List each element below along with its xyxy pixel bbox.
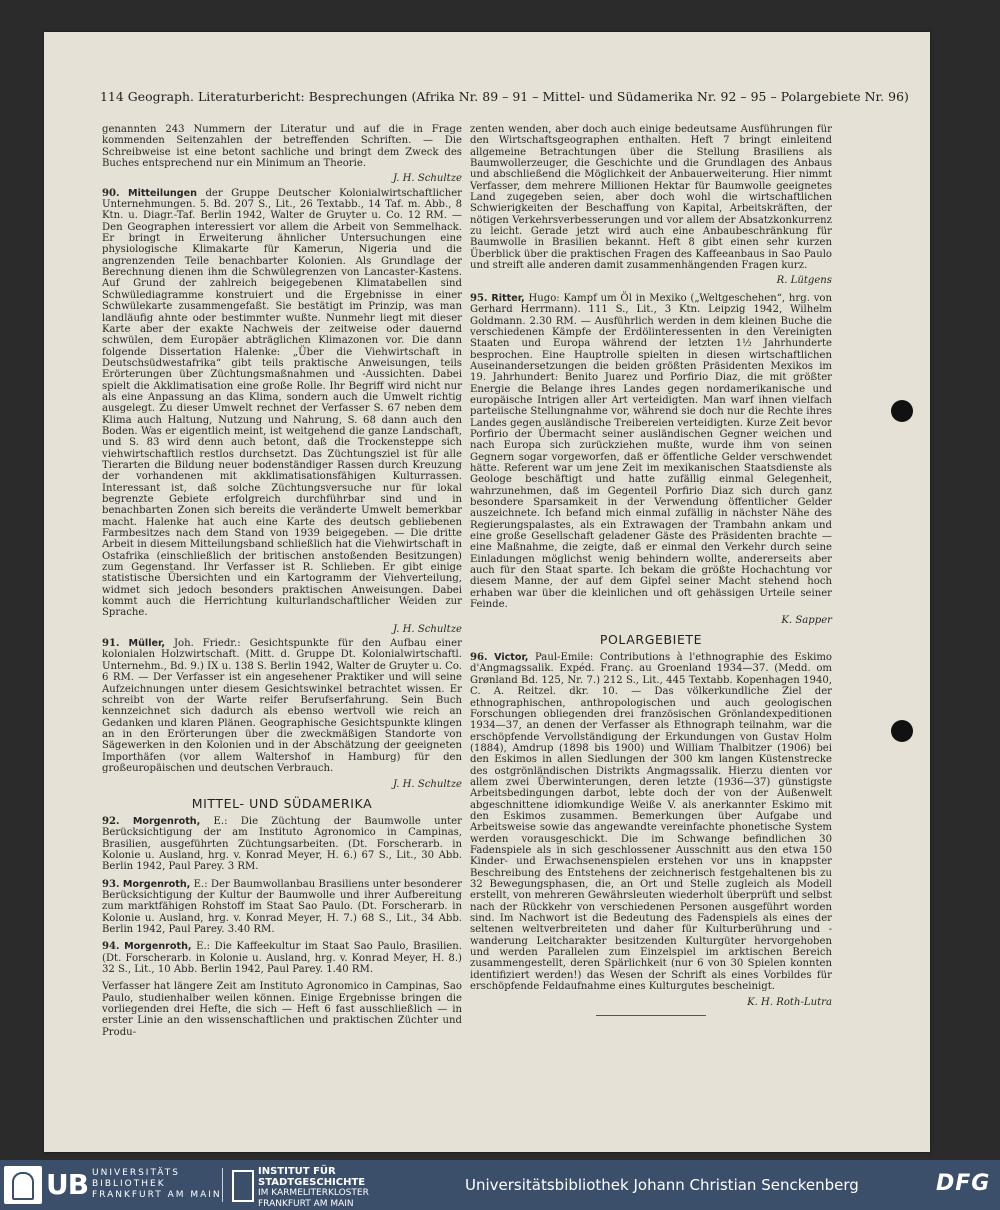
entry-text: E.: Der Baumwollanbau Brasiliens unter besonderer Berücksichtigung der Kultur der Baumwolle und ihrer Aufbereitung zum marktfähigen Rohstoff im Staat Sao Paulo. (Dt. Forscherarb. in Kolonie u. Ausland, hrg. v. Konrad Meyer, H. 7.) 68 S., Lit., 34 Abb. Berlin 1942, Paul Parey. 3.40 RM.	[102, 878, 462, 936]
entry-number: 94.	[102, 941, 120, 953]
punch-hole	[891, 400, 913, 422]
continuation-paragraph: zenten wenden, aber doch auch einige bedeutsame Ausführungen für den Wirtschaftsgeographen enthalten. Heft 7 bringt einleitend allgemeine Betrachtungen über die Stellung Brasiliens als Baumwollerzeuger, die Geschichte und die Grundlagen des Anbaus und abschließend die Möglichkeit der Anbauerweiterung. Hier nimmt Verfasser, dem mehrere Millionen Hektar für Baumwolle geeignetes Land zugegeben seien, aber doch wohl die wirtschaftlichen Schwierigkeiten der Beschaffung von Kapital, Arbeitskräften, der nötigen Verkehrsverbesserungen und vor allem der Absatzkonkurrenz zu leicht. Gerade jetzt wird auch eine Anbaubeschränkung für Baumwolle in Brasilien bekannt. Heft 8 gibt einen sehr kurzen Überblick über die praktischen Fragen des Kaffeeanbaus in Sao Paulo und streift alle anderen damit zusammenhängenden Fragen kurz.	[470, 124, 832, 272]
entry-number: 90.	[102, 187, 120, 199]
entry-text: der Gruppe Deutscher Kolonialwirtschaftlicher Unternehmungen. 5. Bd. 207 S., Lit., 26 Textabb., 14 Taf. m. Abb., 8 Ktn. u. Diagr.-Taf. Berlin 1942, Walter de Gruyter u. Co. 12 RM. — Den Geographen interessiert vor allem die Arbeit von Semmelhack. Er bringt in Erweiterung ähnlicher Untersuchungen eine physiologische Klimakarte für Kamerun, Nigeria und die angrenzenden Teile benachbarter Kolonien. Als Grundlage der Berechnung dienen ihm die Schwülegrenzen von Lancaster-Kastens. Auf Grund der zahlreich beigegebenen Klimatabellen sind Schwülediagramme konstruiert und die Ergebnisse in einer Schwülekarte zusammengefaßt. Sie bestätigt im Prinzip, was man landläufig ahnte oder bestimmter wußte. Nunmehr liegt mit dieser Karte aber der exakte Nachweis der zeitweise oder dauernd schwülen, dem Europäer abträglichen Klimazonen vor. Die dann folgende Dissertation Halenke: „Über die Viehwirtschaft in Deutschsüdwestafrika“ gibt teils praktische Anweisungen, teils Erörterungen über Züchtungsmaßnahmen und -Aussichten. Dabei spielt die Akklimatisation eine große Rolle. Ihr Begriff wird nicht nur als eine Anpassung an das Klima, sondern auch die Umwelt richtig ausgelegt. Zu dieser Umwelt rechnet der Verfasser S. 67 neben dem Klima auch Haltung, Nutzung und Nahrung, S. 68 dann auch den Boden. Was er eigentlich meint, ist weitgehend die ganze Landschaft, und S. 83 wird denn auch betont, daß die Trockensteppe sich viehwirtschaftlich restlos durchsetzt. Das Züchtungsziel ist für alle Tierarten die Bildung neuer bodenständiger Rassen durch Kreuzung der vorhandenen mit akklimatisationsfähigen Kulturrassen. Interessant ist, daß solche Züchtungsversuche nur für lokal begrenzte Gebiete erfolgreich durchführbar sind und in benachbarten Zonen sich bereits die veränderte Umwelt bemerkbar macht. Halenke hat auch eine Karte des deutsch gebliebenen Farmbesitzes nach dem Stand von 1939 beigegeben. — Die dritte Arbeit in diesem Mitteilungsband schließlich hat die Viehwirtschaft in Ostafrika (einschließlich der britischen anstoßenden Besitzungen) zum Gegenstand. Ihr Verfasser ist R. Schlieben. Er gibt einige statistische Übersichten und ein Kartogramm der Viehverteilung, widmet sich jedoch besonders praktischen Anweisungen. Dabei kommt auch die Herrichtung kulturlandschaftlicher Weiden zur Sprache.	[102, 187, 462, 619]
ub-logo-lines: UNIVERSITÄTS BIBLIOTHEK FRANKFURT AM MAIN	[92, 1168, 222, 1200]
punch-hole	[891, 720, 913, 742]
page-header: 114 Geograph. Literaturbericht: Besprechungen (Afrika Nr. 89 – 91 – Mittel- und Südamerika Nr. 92 – 95 – Polargebiete Nr. 96)	[100, 89, 909, 104]
entry-author: Mitteilungen	[128, 187, 197, 199]
entry-91	[102, 638, 462, 774]
university-seal-icon	[4, 1166, 42, 1204]
entry-90	[102, 188, 462, 619]
entry-text: E.: Die Kaffeekultur im Staat Sao Paulo, Brasilien. (Dt. Forscherarb. in Kolonie u. Ausland, hrg. v. Konrad Meyer, H. 8.) 32 S., Lit., 10 Abb. Berlin 1942, Paul Parey. 1.40 RM.	[102, 941, 462, 976]
end-rule	[596, 1015, 706, 1016]
entry-author: Morgenroth,	[124, 941, 192, 953]
entry-96	[470, 652, 832, 992]
entry-number: 95.	[470, 292, 488, 304]
entry-92	[102, 816, 462, 873]
entry-author: Ritter,	[491, 292, 525, 304]
entry-number: 96.	[470, 652, 488, 664]
signature: J. H. Schultze	[392, 623, 462, 635]
entry-author: Müller,	[128, 638, 165, 650]
entry-number: 91.	[102, 638, 120, 650]
entry-number: 92.	[102, 815, 120, 827]
institute-logo-text: INSTITUT FÜR STADTGESCHICHTE IM KARMELITERKLOSTER FRANKFURT AM MAIN	[258, 1166, 369, 1209]
ub-logo-text: UB	[46, 1168, 89, 1201]
entry-number: 93.	[102, 878, 120, 890]
dfg-logo: DFG	[936, 1171, 991, 1196]
signature: J. H. Schultze	[392, 779, 462, 791]
library-title: Universitätsbibliothek Johann Christian Senckenberg	[465, 1176, 859, 1194]
entry-93	[102, 879, 462, 936]
entry-94	[102, 941, 462, 975]
entry-author: Victor,	[494, 652, 529, 664]
entry-author: Morgenroth,	[122, 878, 191, 890]
intro-paragraph: genannten 243 Nummern der Literatur und auf die in Frage kommenden Seitenzahlen der betreffenden Schriften. — Die Schreibweise ist eine betont sachliche und bringt dem Zweck des Buches entsprechend nur ein Minimum an Theorie.	[102, 124, 462, 170]
section-heading: POLARGEBIETE	[599, 631, 703, 647]
footer-bar	[0, 1160, 1000, 1210]
entry-text: Joh. Friedr.: Gesichtspunkte für den Aufbau einer kolonialen Holzwirtschaft. (Mitt. d. Gruppe Dt. Kolonialwirtschaftl. Unternehm., Bd. 9.) IX u. 138 S. Berlin 1942, Walter de Gruyter u. Co. 6 RM. — Der Verfasser ist ein angesehener Praktiker und will seine Aufzeichnungen unter diesem Gesichtswinkel betrachtet wissen. Er schreibt von der Warte reifer Berufserfahrung. Sein Buch kennzeichnet sich dadurch als ebenso wertvoll wie reich an Gedanken und klaren Plänen. Geographische Gesichtspunkte klingen an in den Erörterungen über die zweckmäßigen Standorte von Sägewerken in den Kolonien und in der Abschätzung der geeigneten Importhäfen (vor allem Waltershof in Hamburg) für den großeuropäischen und deutschen Verbrauch.	[102, 638, 462, 774]
signature: K. H. Roth-Lutra	[747, 997, 832, 1009]
signature: J. H. Schultze	[392, 173, 462, 185]
signature: R. Lütgens	[776, 275, 832, 287]
entry-text: Paul-Emile: Contributions à l'ethnographie des Eskimo d'Angmagssalik. Expéd. Franç. au Groenland 1934—37. (Medd. om Grønland Bd. 125, Nr. 7.) 212 S., Lit., 445 Textabb. Kopenhagen 1940, C. A. Reitzel. dkr. 10. — Das völkerkundliche Ziel der ethnographischen, anthropologischen und auch geologischen Forschungen obliegenden drei französischen Grönlandexpeditionen 1934—37, an denen der Verfasser als Ethnograph teilnahm, war die erschöpfende Vervollständigung der Erkundungen von Gustav Holm (1884), Amdrup (1898 bis 1900) und William Thalbitzer (1906) bei den Eskimos in allen Siedlungen der 300 km langen Küstenstrecke des ostgrönländischen Distrikts Angmagssalik. Hierzu dienten vor allem zwei Überwinterungen, deren letzte (1936—37) günstigste Arbeitsbedingungen darbot, lebte doch der von der Außenwelt abgeschnittene idiomkundige Weiße V. als anerkannter Eskimo mit den Eskimos zusammen. Bemerkungen über Aufgabe und Arbeitsweise sowie das angewandte vereinfachte phonetische System werden vorausgeschickt. Die im Schwange befindlichen 30 Fadenspiele als in sich geschlossener Ausschnitt aus den etwa 150 Kinder- und Erwachsenenspielen erstehen vor uns in knappster Beschreibung des Entstehens der zeichnerisch festgehaltenen bis zu 32 Bewegungsphasen, die, an Ort und Stelle zugleich als Modell erstellt, von mehreren Gewährsleuten wiederholt überprüft und selbst nach der Rückkehr von verschiedenen Personen ausgeführt worden sind. Im Nachwort ist die Bedeutung des Fadenspiels als eines der seltenen weltverbreiteten und daher für Kulturberührung und -wanderung Leitcharakter besitzenden Kulturgüter hervorgehoben und werden Parallelen zum Einzelspiel im arktischen Bereich zusammengestellt, deren Spärlichkeit (nur 6 von 30 Spielen konnten identifiziert werden!) das Wesen der Schrift als eines Vorbildes für erschöpfende Feldaufnahme eines Kulturgutes bescheinigt.	[470, 652, 832, 993]
left-column	[102, 124, 462, 1044]
entry-94-continuation: Verfasser hat längere Zeit am Instituto Agronomico in Campinas, Sao Paulo, studienhalber weilen können. Einige Ergebnisse bringen die vorliegenden drei Hefte, die sich — Heft 6 fast ausschließlich — in erster Linie an den wissenschaftlichen und praktischen Züchter und Produ-	[102, 981, 462, 1038]
institute-icon	[232, 1170, 254, 1202]
right-column	[470, 124, 832, 1016]
section-heading: MITTEL- UND SÜDAMERIKA	[191, 795, 373, 811]
entry-text: E.: Die Züchtung der Baumwolle unter Berücksichtigung der am Instituto Agronomico in Campinas, Brasilien, ausgeführten Züchtungsarbeiten. (Dt. Forscherarb. in Kolonie u. Ausland, hrg. v. Konrad Meyer, H. 6.) 67 S., Lit., 30 Abb. Berlin 1942, Paul Parey. 3 RM.	[102, 815, 462, 873]
entry-text: Hugo: Kampf um Öl in Mexiko („Weltgeschehen“, hrg. von Gerhard Herrmann). 111 S., Lit., 3 Ktn. Leipzig 1942, Wilhelm Goldmann. 2.30 RM. — Ausführlich werden in dem kleinen Buche die verschiedenen Kämpfe der Erdölinteressenten in den Vereinigten Staaten und Europa während der letzten 1½ Jahrhunderte besprochen. Eine Hauptrolle spielten in diesen wirtschaftlichen Auseinandersetzungen die beiden größten Präsidenten Mexikos im 19. Jahrhundert: Benito Juarez und Porfirio Diaz, die mit größter Energie die Belange ihres Landes gegen nordamerikanische und europäische Intrigen aller Art verteidigten. Man warf ihnen vielfach parteiische Stellungnahme vor, während sie doch nur die Rechte ihres Landes gegen ausländische Treibereien verteidigten. Kurze Zeit bevor Porfirio der Übermacht seiner ausländischen Gegner weichen und nach Europa sich zurückziehen mußte, wurde ihm von seinen Gegnern sogar vorgeworfen, daß er öffentliche Gelder verschwendet hätte. Referent war um jene Zeit im mexikanischen Staatsdienste als Geologe beschäftigt und hatte zufällig einmal Gelegenheit, wahrzunehmen, daß im Gegenteil Porfirio Diaz sich durch ganz besondere Sparsamkeit in der Verwendung öffentlicher Gelder auszeichnete. Ich befand mich einmal zufällig in nächster Nähe des Regierungspalastes, als ein Extrawagen der Trambahn ankam und eine große Gesellschaft geladener Gäste des Präsidenten brachte — eine Maßnahme, die zeigte, daß er einmal den Verkehr durch seine Einladungen möglichst wenig behindern wollte, andererseits aber auch für den Staat sparte. Ich bekam die größte Hochachtung vor diesem Manne, der auf dem Gipfel seiner Macht stehend hoch erhaben war über die kleinlichen und oft gehässigen Urteile seiner Feinde.	[470, 292, 832, 611]
entry-95	[470, 293, 832, 611]
entry-author: Morgenroth,	[132, 815, 201, 827]
footer-divider	[222, 1168, 223, 1202]
signature: K. Sapper	[781, 615, 832, 627]
